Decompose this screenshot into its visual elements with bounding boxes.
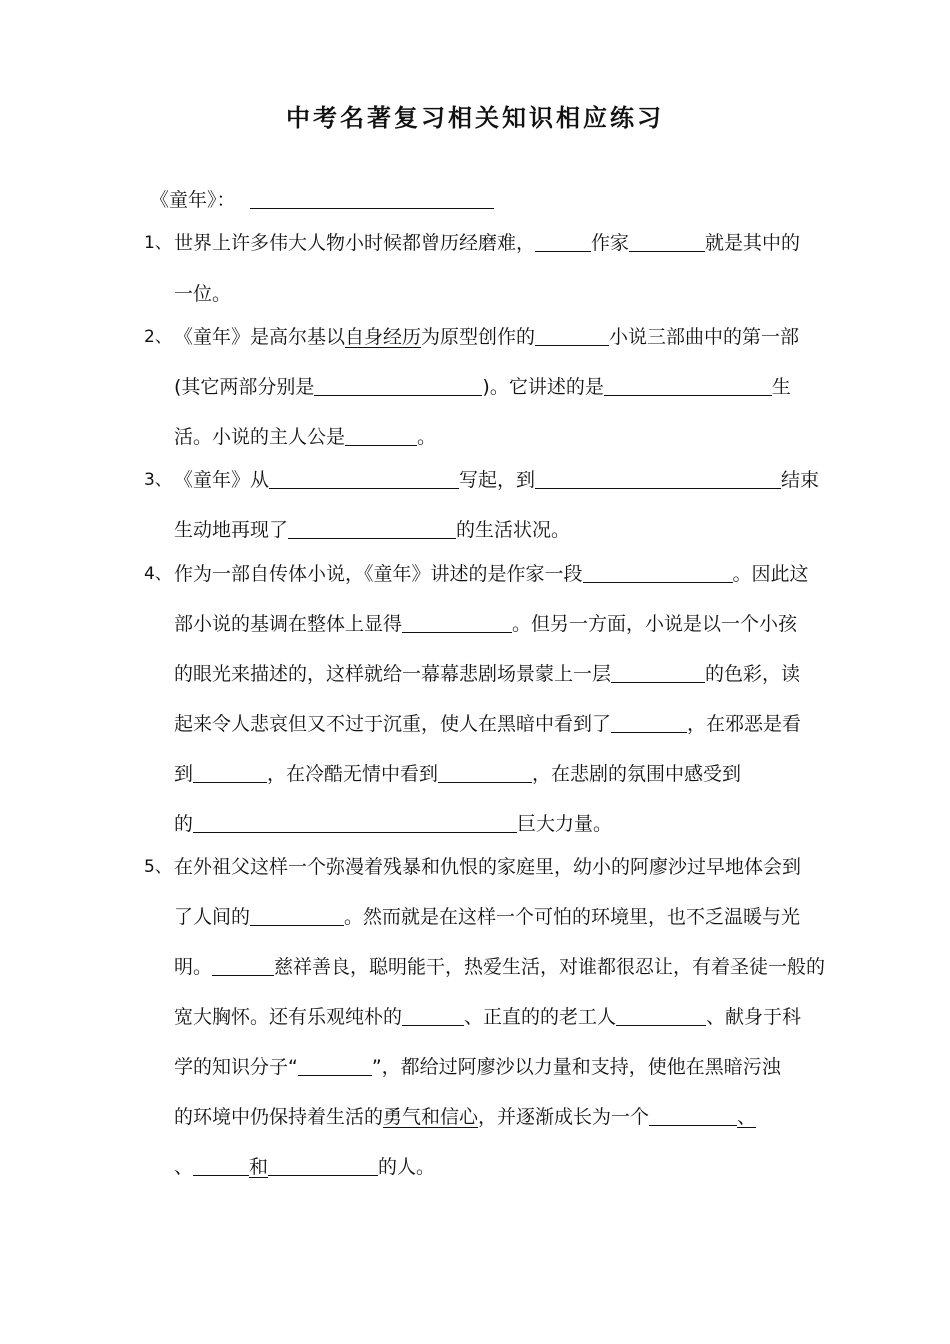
answer-blank: [535, 325, 609, 346]
question-4-line-2: 部小说的基调在整体上显得 。但另一方面，小说是以一个小孩: [174, 613, 798, 635]
question-3-line-1: 《童年》从 写起，到 结束: [174, 469, 820, 491]
question-5-line-1: 在外祖父这样一个弥漫着残暴和仇恨的家庭里，幼小的阿廖沙过早地体会到: [174, 856, 802, 878]
question-1-line-2: 一位。: [174, 283, 232, 305]
question-4-line-5: 到 ，在冷酷无情中看到 ，在悲剧的氛围中感受到: [174, 763, 742, 785]
answer-blank: [402, 612, 512, 633]
question-5-line-3: 明。 慈祥善良，聪明能干，热爱生活，对谁都很忍让，有着圣徒一般的: [174, 956, 826, 978]
answer-blank: [604, 375, 772, 396]
answer-blank: [250, 905, 344, 926]
question-number: 4、: [144, 564, 172, 584]
answer-blank: [649, 1105, 737, 1126]
answer-blank: [298, 1055, 372, 1076]
answer-blank: [193, 1155, 249, 1176]
answer-blank: [268, 1155, 378, 1176]
answer-blank: [288, 518, 456, 539]
question-2-line-1: 《童年》是高尔基以自身经历为原型创作的 小说三部曲中的第一部: [174, 326, 800, 348]
question-2-line-2: (其它两部分别是 )。它讲述的是 生: [174, 376, 791, 398]
answer-blank: [535, 468, 781, 489]
question-5-line-5: 学的知识分子“ ”，都给过阿廖沙以力量和支持，使他在黑暗污浊: [174, 1056, 781, 1078]
answer-blank: [345, 425, 417, 446]
answer-blank: [314, 375, 482, 396]
question-3-line-2: 生动地再现了 的生活状况。: [174, 519, 571, 541]
answer-blank: [212, 955, 274, 976]
question-1-line-1: 世界上许多伟大人物小时候都曾历经磨难， 作家 就是其中的: [174, 232, 801, 254]
question-5-line-2: 了人间的 。然而就是在这样一个可怕的环境里，也不乏温暖与光: [174, 906, 801, 928]
question-number: 3、: [144, 470, 172, 490]
answer-blank: [616, 1005, 706, 1026]
answer-blank: [438, 762, 532, 783]
section-heading-text: 《童年》：: [150, 189, 236, 211]
answer-blank: [269, 468, 459, 489]
answer-blank: [611, 712, 687, 733]
question-number: 2、: [144, 327, 172, 347]
question-number: 5、: [144, 857, 172, 877]
answer-blank: [629, 231, 705, 252]
answer-blank: [193, 812, 517, 833]
section-heading: [150, 186, 494, 214]
question-number: 1、: [144, 233, 172, 253]
answer-blank: [250, 188, 494, 209]
question-5-line-4: 宽大胸怀。还有乐观纯朴的 、正直的的老工人 、献身于科: [174, 1006, 802, 1028]
answer-blank: [583, 562, 733, 583]
question-4-line-6: 的 巨大力量。: [174, 813, 613, 835]
question-4-line-3: 的眼光来描述的，这样就给一幕幕悲剧场景蒙上一层 的色彩，读: [174, 663, 801, 685]
question-4-line-4: 起来令人悲哀但又不过于沉重，使人在黑暗中看到了 ，在邪恶是看: [174, 713, 802, 735]
question-5-line-7: 、 和 的人。: [174, 1156, 436, 1178]
answer-blank: [402, 1005, 464, 1026]
page-title: 中考名著复习相关知识相应练习: [286, 103, 664, 132]
answer-blank: [611, 662, 705, 683]
question-5-line-6: 的环境中仍保持着生活的勇气和信心，并逐渐成长为一个 、: [174, 1106, 757, 1128]
question-4-line-1: 作为一部自传体小说，《童年》讲述的是作家一段 。因此这: [174, 563, 809, 585]
answer-blank: [193, 762, 267, 783]
question-2-line-3: 活。小说的主人公是 。: [174, 426, 437, 448]
answer-blank: [535, 231, 591, 252]
